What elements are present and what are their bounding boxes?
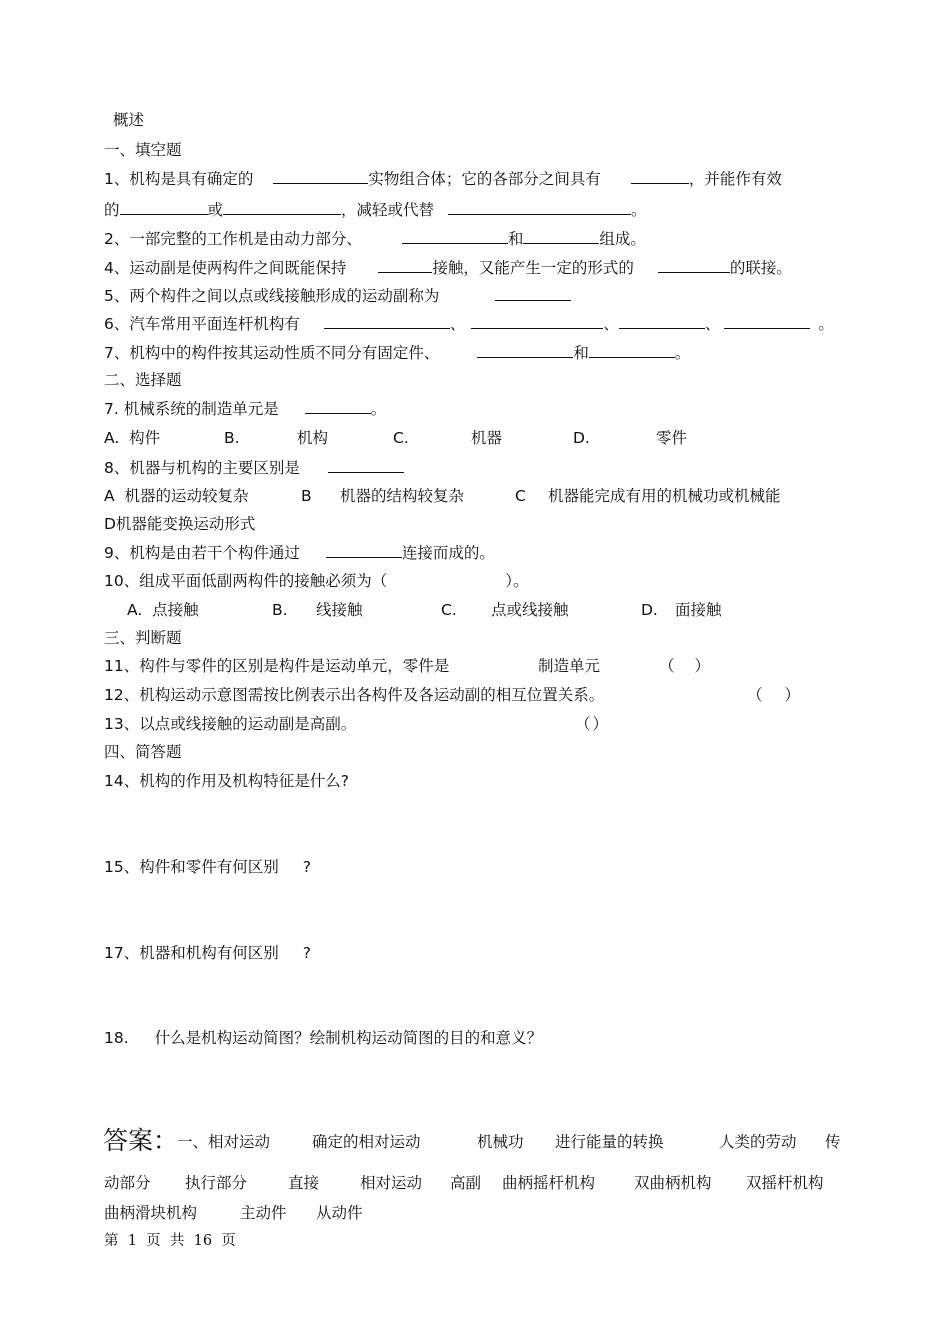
page-footer: 第 1 页 共 16 页	[104, 1233, 236, 1249]
q2-text-c: 组成。	[599, 230, 646, 248]
choice-10	[104, 571, 529, 591]
c8-option-c-letter[interactable]: C	[515, 487, 526, 505]
c10-text-a: 10、组成平面低副两构件的接触必须为（	[104, 572, 388, 590]
answer-label: 答案：	[103, 1126, 179, 1155]
judge-13-text: 13、以点或线接触的运动副是高副。	[104, 715, 357, 733]
q5-blank-1[interactable]	[495, 285, 571, 301]
q1-blank-4[interactable]	[223, 199, 341, 215]
c10-option-b-letter[interactable]: B.	[272, 601, 288, 619]
q6-sep-3: 、	[704, 315, 721, 333]
j13-open-paren: （	[575, 715, 591, 733]
question-4	[104, 257, 792, 278]
j11-close-paren: ）	[694, 657, 711, 675]
c9-text-a: 9、机构是由若干个构件通过	[104, 544, 300, 562]
question-6	[104, 313, 834, 334]
q4-text-a: 4、运动副是使两构件之间既能保持	[104, 259, 347, 277]
answer-2-5: 高副	[450, 1174, 482, 1192]
c7-option-b-letter[interactable]: B.	[224, 429, 240, 447]
short-answer-14: 14、机构的作用及机构特征是什么?	[104, 772, 349, 790]
q1-text-d: 的	[104, 201, 120, 219]
q4-text-c: 的联接。	[729, 259, 792, 277]
judge-11-text: 11、构件与零件的区别是构件是运动单元，零件是	[104, 657, 450, 675]
short-answer-18	[104, 1028, 542, 1048]
question-1-line-1	[104, 168, 782, 189]
answer-2-8: 双摇杆机构	[746, 1174, 824, 1192]
q6-blank-1[interactable]	[324, 313, 450, 329]
answer-3-1: 曲柄滑块机构	[104, 1204, 198, 1222]
choice-8	[104, 457, 404, 478]
j13-close-paren: ）	[592, 715, 609, 733]
q6-blank-3[interactable]	[619, 313, 705, 329]
q6-end: 。	[818, 315, 834, 333]
q6-blank-2[interactable]	[471, 313, 603, 329]
q4-blank-1[interactable]	[378, 257, 432, 273]
s17-qmark: ?	[302, 944, 311, 962]
c7-option-d-text: 零件	[656, 429, 688, 447]
c7-option-b-text: 机构	[297, 429, 329, 447]
j12-close-paren: ）	[784, 686, 801, 704]
q6-blank-4[interactable]	[724, 313, 810, 329]
q1-text-e: 或	[207, 201, 224, 219]
q7-text-a: 7、机构中的构件按其运动性质不同分有固定件、	[104, 344, 440, 362]
s18-text: 什么是机构运动简图？绘制机构运动简图的目的和意义？	[154, 1029, 543, 1047]
q1-blank-5[interactable]	[448, 199, 631, 215]
judge-12-text: 12、机构运动示意图需按比例表示出各构件及各运动副的相互位置关系。	[104, 686, 605, 704]
q2-text-a: 2、一部完整的工作机是由动力部分、	[104, 230, 362, 248]
s18-number: 18.	[104, 1029, 129, 1047]
q7-blank-1[interactable]	[477, 342, 573, 358]
c10-option-d-text: 面接触	[675, 601, 722, 619]
q6-sep-2: 、	[603, 315, 619, 333]
c7-option-a[interactable]: A. 构件	[104, 429, 161, 447]
c10-option-d-letter[interactable]: D.	[641, 601, 658, 619]
q7-text-b: 和	[573, 344, 589, 362]
section-fill-in: 一、填空题	[104, 141, 182, 159]
c10-option-c-text: 点或线接触	[491, 601, 569, 619]
q2-blank-2[interactable]	[523, 228, 599, 244]
c7-option-d-letter[interactable]: D.	[573, 429, 590, 447]
answer-1-3: 机械功	[477, 1133, 524, 1151]
q6-text-a: 6、汽车常用平面连杆机构有	[104, 315, 300, 333]
section-true-false: 三、判断题	[104, 629, 182, 647]
q1-blank-3[interactable]	[120, 199, 208, 215]
answer-1-4: 进行能量的转换	[555, 1133, 664, 1151]
c10-option-c-letter[interactable]: C.	[441, 601, 457, 619]
answer-2-3: 直接	[288, 1174, 320, 1192]
page-heading: 概述	[113, 111, 145, 129]
short-answer-15	[104, 857, 311, 877]
c10-text-b: ）。	[505, 572, 529, 590]
answer-2-1: 动部分	[104, 1174, 151, 1192]
answer-2-2: 执行部分	[185, 1174, 248, 1192]
choice-9	[104, 542, 495, 563]
c8-blank[interactable]	[328, 457, 404, 473]
section-short-answer: 四、简答题	[104, 743, 182, 761]
c9-text-b: 连接而成的。	[401, 544, 495, 562]
choice-7	[104, 398, 386, 419]
judge-13-answer-box[interactable]	[575, 714, 608, 734]
c10-option-b-text: 线接触	[316, 601, 363, 619]
question-5	[104, 285, 571, 306]
j12-open-paren: （	[747, 686, 763, 704]
q6-sep-1: 、	[449, 315, 466, 333]
c7-text-a: 7. 机械系统的制造单元是	[104, 400, 279, 418]
j11-open-paren: （	[659, 657, 675, 675]
answer-1-1: 一、相对运动	[177, 1133, 271, 1151]
question-1-line-2	[104, 199, 647, 220]
judge-11-text-b: 制造单元	[538, 657, 601, 675]
q1-text-b: 实物组合体；它的各部分之间具有	[368, 170, 601, 188]
s15-text: 15、构件和零件有何区别	[104, 858, 279, 876]
section-choice: 二、选择题	[104, 371, 182, 389]
short-answer-17	[104, 943, 311, 963]
answer-2-7: 双曲柄机构	[634, 1174, 712, 1192]
c7-blank[interactable]	[305, 398, 371, 414]
judge-11-answer-box[interactable]	[659, 656, 710, 676]
judge-12-answer-box[interactable]	[747, 685, 800, 705]
q7-blank-2[interactable]	[589, 342, 675, 358]
q2-text-b: 和	[507, 230, 524, 248]
c8-option-d[interactable]: D机器能变换运动形式	[104, 515, 256, 533]
question-7	[104, 342, 690, 363]
q5-text-a: 5、两个构件之间以点或线接触形成的运动副称为	[104, 287, 440, 305]
c8-option-b-text: 机器的结构较复杂	[340, 487, 465, 505]
q2-blank-1[interactable]	[402, 228, 508, 244]
answer-1-6: 传	[825, 1133, 841, 1151]
q4-blank-2[interactable]	[658, 257, 730, 273]
q4-text-b: 接触，又能产生一定的形式的	[432, 259, 634, 277]
q7-text-c: 。	[674, 344, 691, 362]
q1-blank-2[interactable]	[631, 168, 689, 184]
q1-text-a: 1、机构是具有确定的	[104, 170, 254, 188]
c10-option-a[interactable]: A. 点接触	[127, 601, 199, 619]
q1-text-g: 。	[631, 201, 647, 219]
c9-blank[interactable]	[326, 542, 402, 558]
question-2	[104, 228, 646, 249]
q1-text-f: ，减轻或代替	[341, 201, 435, 219]
q1-text-c: ，并能作有效	[688, 170, 782, 188]
c8-option-c-text: 机器能完成有用的机械功或机械能	[548, 487, 781, 505]
s15-qmark: ?	[302, 858, 311, 876]
s17-text: 17、机器和机构有何区别	[104, 944, 279, 962]
c7-text-b: 。	[370, 400, 387, 418]
c7-option-c-text: 机器	[471, 429, 503, 447]
c8-option-a[interactable]: A 机器的运动较复杂	[104, 487, 249, 505]
answer-1-5: 人类的劳动	[719, 1133, 797, 1151]
c8-text-a: 8、机器与机构的主要区别是	[104, 459, 300, 477]
answer-3-3: 从动件	[316, 1204, 363, 1222]
c8-option-b-letter[interactable]: B	[301, 487, 312, 505]
answer-2-4: 相对运动	[360, 1174, 423, 1192]
answer-1-2: 确定的相对运动	[312, 1133, 421, 1151]
c7-option-c-letter[interactable]: C.	[393, 429, 409, 447]
answer-2-6: 曲柄摇杆机构	[502, 1174, 596, 1192]
q1-blank-1[interactable]	[273, 168, 368, 184]
answer-3-2: 主动件	[240, 1204, 287, 1222]
